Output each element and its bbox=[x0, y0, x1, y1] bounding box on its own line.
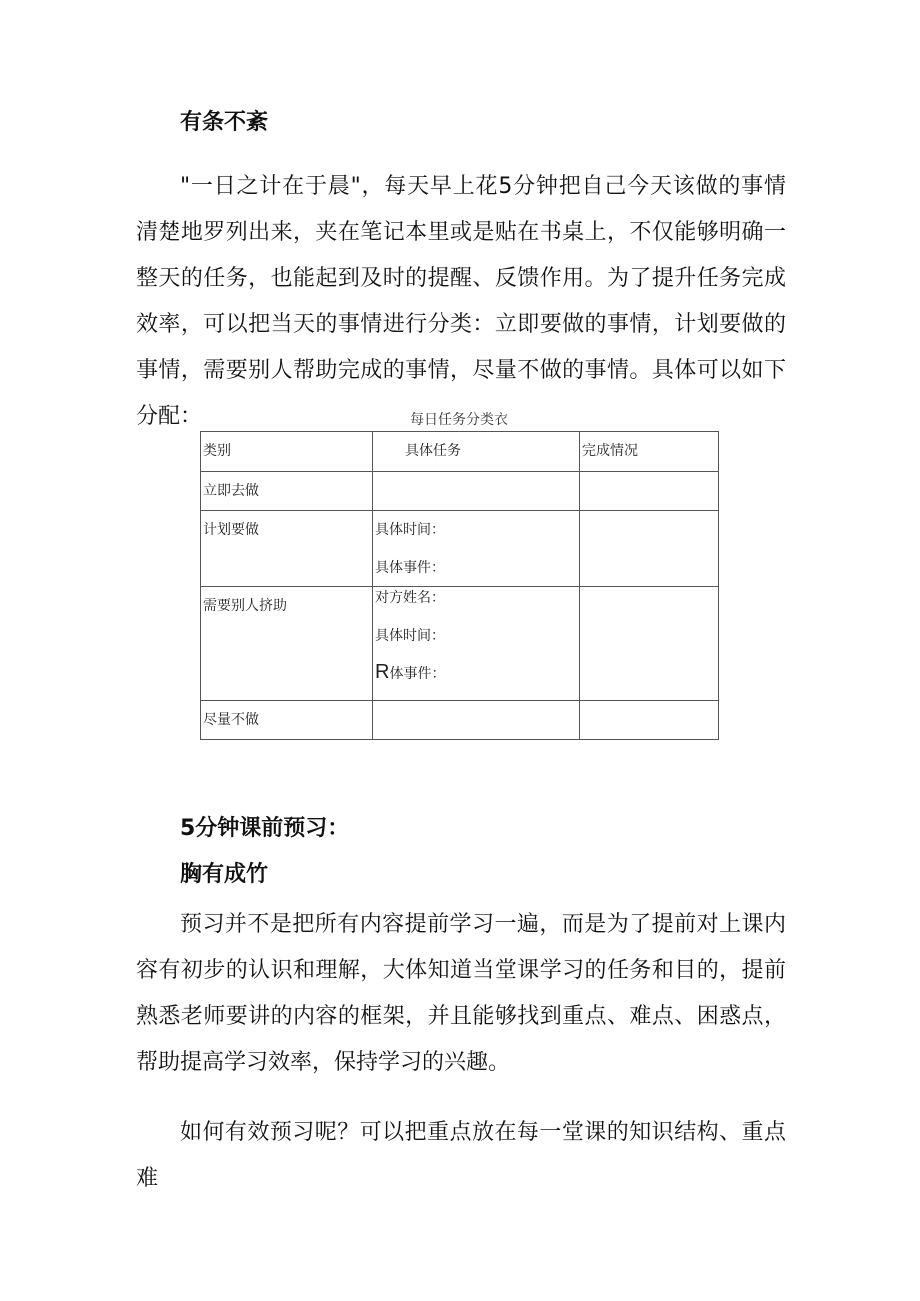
task-line: 具体事件： bbox=[375, 560, 445, 576]
task-prefix-glyph: R bbox=[375, 661, 390, 683]
section-title: 有条不紊 bbox=[180, 110, 269, 135]
table-row bbox=[201, 701, 719, 740]
status-cell bbox=[580, 587, 719, 701]
task-classification-table bbox=[200, 431, 719, 740]
preview-subheading: 胸有成竹 bbox=[180, 862, 269, 887]
header-cell-status: 完成情况 bbox=[580, 432, 719, 472]
category-cell: 尽量不做 bbox=[201, 701, 373, 740]
tasks-cell bbox=[373, 587, 580, 701]
task-line: 具体时间： bbox=[375, 628, 445, 644]
preview-heading: 5分钟课前预习： bbox=[180, 816, 350, 841]
category-cell: 立即去做 bbox=[201, 472, 373, 511]
table-row bbox=[201, 472, 719, 511]
status-cell bbox=[580, 511, 719, 587]
header-cell-tasks: 具体任务 bbox=[373, 432, 580, 472]
header-cell-category: 类别 bbox=[201, 432, 373, 472]
task-line-with-glyph: R体事件： bbox=[375, 661, 446, 683]
tasks-cell bbox=[373, 701, 580, 740]
category-cell: 计划要做 bbox=[201, 511, 373, 587]
table-caption: 每日任务分类衣 bbox=[410, 412, 508, 428]
table-row bbox=[201, 511, 719, 587]
task-line: 对方姓名： bbox=[375, 590, 445, 606]
preview-question-paragraph: 如何有效预习呢？可以把重点放在每一堂课的知识结构、重点难 bbox=[136, 1120, 786, 1191]
status-cell bbox=[580, 701, 719, 740]
table-row bbox=[201, 587, 719, 701]
preview-paragraph: 预习并不是把所有内容提前学习一遍，而是为了提前对上课内容有初步的认识和理解，大体知道当堂课学习的任务和目的，提前熟悉老师要讲的内容的框架，并且能够找到重点、难点、困惑点，帮助提高学习效率，保持学习的兴趣。 bbox=[136, 912, 786, 1075]
tasks-cell bbox=[373, 472, 580, 511]
tasks-cell bbox=[373, 511, 580, 587]
intro-paragraph: "一日之计在于晨"，每天早上花5分钟把自己今天该做的事情清楚地罗列出来，夹在笔记本里或是贴在书桌上，不仅能够明确一整天的任务，也能起到及时的提醒、反馈作用。为了提升任务完成效率，可以把当天的事情进行分类：立即要做的事情，计划要做的事情，需要别人帮助完成的事情，尽量不做的事情。具体可以如下分配： bbox=[136, 174, 786, 429]
table-header-row bbox=[201, 432, 719, 472]
status-cell bbox=[580, 472, 719, 511]
category-cell: 需要别人挤助 bbox=[201, 587, 373, 701]
task-line: 具体时间： bbox=[375, 522, 445, 538]
